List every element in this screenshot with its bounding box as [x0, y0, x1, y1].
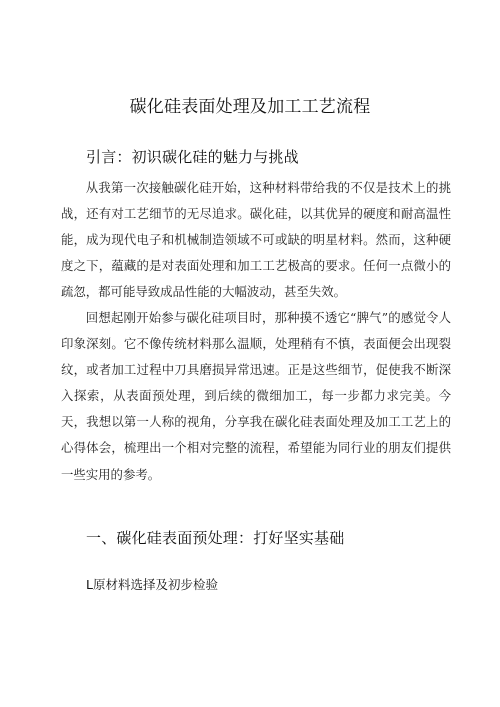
- document-title: 碳化硅表面处理及加工工艺流程: [129, 97, 371, 117]
- intro-heading: 引言：初识碳化硅的魅力与挑战: [86, 148, 299, 166]
- intro-paragraph-1: 从我第一次接触碳化硅开始，这种材料带给我的不仅是技术上的挑战，还有对工艺细节的无尽追求。碳化硅，以其优异的硬度和耐高温性能，成为现代电子和机械制造领域不可或缺的明星材料。然而，这种硬度之下，蕴藏的是对表面处理和加工工艺极高的要求。任何一点微小的疏忽，都可能导致成品性能的大幅波动，甚至失效。: [61, 180, 451, 300]
- intro-paragraph-2: 回想起刚开始参与碳化硅项目时，那种摸不透它“脾气”的感觉令人印象深刻。它不像传统材料那么温顺，处理稍有不慎，表面便会出现裂纹，或者加工过程中刀具磨损异常迅速。正是这些细节，促使我不断深入探索，从表面预处理，到后续的微细加工，每一步都力求完美。今天，我想以第一人称的视角，分享我在碳化硅表面处理及加工工艺上的心得体会，梳理出一个相对完整的流程，希望能为同行业的朋友们提供一些实用的参考。: [61, 310, 451, 482]
- section-1-heading: 一、碳化硅表面预处理：打好坚实基础: [86, 529, 345, 547]
- section-1-sub-heading: L原材料选择及初步检验: [86, 577, 218, 592]
